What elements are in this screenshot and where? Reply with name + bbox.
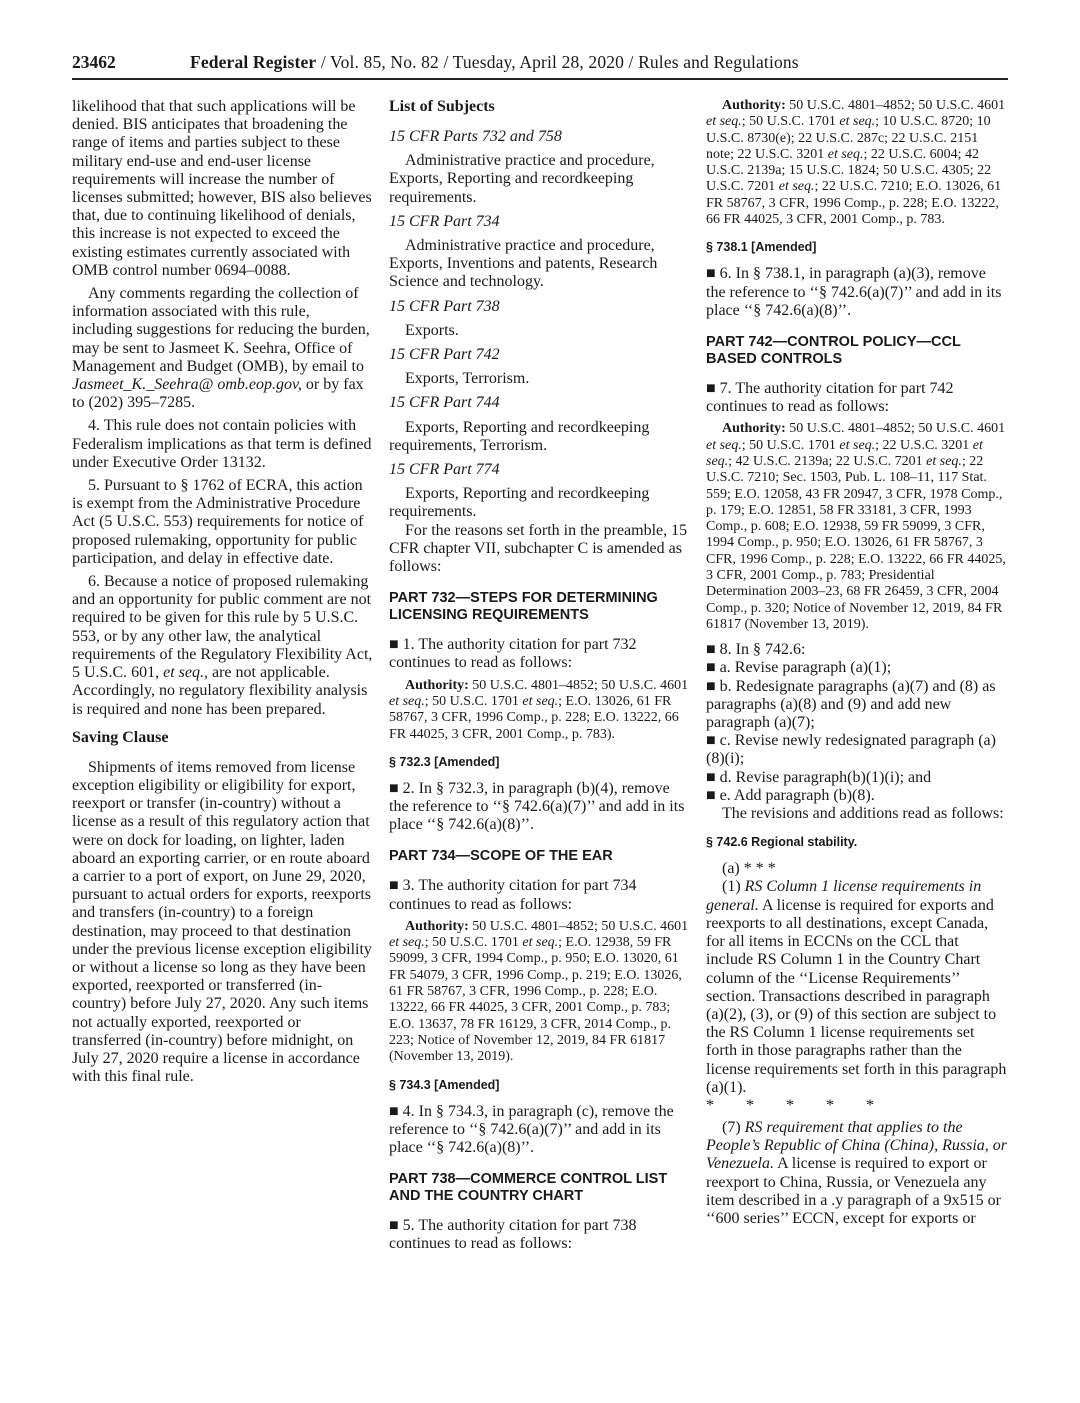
text-run: 15 CFR Part 738	[389, 297, 500, 315]
italic-text: RS requirement that applies to the People’s Republic of China (China), Russia, or Venezuela.	[706, 1118, 1008, 1173]
column-right	[706, 98, 1008, 1233]
text-run: § 738.1 [Amended]	[706, 240, 817, 255]
italic-text: RS Column 1 license requirements in general.	[706, 878, 982, 914]
paragraph	[389, 1217, 691, 1253]
text-run: PART 732—STEPS FOR DETERMINING LICENSING REQUIREMENTS	[389, 590, 658, 624]
text-run: ; 50 U.S.C. 1701	[424, 935, 523, 951]
text-run: ; 22 U.S.C. 7210; E.O. 13026, 61 FR 58767, 3 CFR, 1996 Comp., p. 228; E.O. 13222, 66 FR 44025, 3 CFR, 2001 Comp., p. 783.	[706, 179, 1002, 228]
text-run: (a) * * *	[722, 860, 776, 878]
text-run: Exports, Reporting and recordkeeping requirements.	[389, 485, 650, 521]
part-heading	[389, 590, 691, 624]
cfr-part-heading	[389, 461, 691, 479]
paragraph	[706, 678, 1008, 733]
part-heading	[706, 334, 1008, 368]
text-run: ■ e. Add paragraph (b)(8).	[706, 786, 875, 804]
paragraph	[706, 860, 1008, 878]
italic-text: et seq.	[839, 437, 876, 453]
text-run: ; 50 U.S.C. 1701	[741, 437, 840, 453]
cfr-part-heading	[389, 213, 691, 231]
text-run: Administrative practice and procedure, Exports, Inventions and patents, Research Science and technology.	[389, 237, 658, 291]
text-run: are not applicable. Accordingly, no regulatory flexibility analysis is required and none has been prepared.	[72, 664, 368, 718]
text-run: ■ 6. In § 738.1, in paragraph (a)(3), remove the reference to ‘‘§ 742.6(a)(7)’’ and add in its place ‘‘§ 742.6(a)(8)’’.	[706, 265, 1002, 319]
text-run: 50 U.S.C. 4801–4852; 50 U.S.C. 4601	[785, 421, 1006, 437]
italic-text: et seq.	[389, 693, 425, 709]
paragraph	[389, 636, 691, 672]
paragraph	[72, 759, 374, 1087]
text-run: ; 22 U.S.C. 6004; 42 U.S.C. 2139a; 15 U.S.C. 1824; 50 U.S.C. 4305; 22 U.S.C. 7201	[706, 146, 992, 195]
paragraph	[706, 769, 1008, 787]
bold-label: Authority:	[405, 677, 469, 693]
text-run: 50 U.S.C. 4801–4852; 50 U.S.C. 4601	[468, 677, 689, 693]
text-run: A license is required to export or reexport to China, Russia, or Venezuela any item described in a .y paragraph of a 9x515 or ‘‘600 series’’ ECCN, except for exports or	[706, 1155, 1002, 1227]
text-run: Exports.	[405, 321, 459, 339]
authority-citation	[706, 421, 1008, 633]
italic-text: et seq.	[839, 114, 876, 130]
paragraph	[389, 485, 691, 521]
text-run: A license is required for exports and reexports to all destinations, except Canada, for all items in ECCNs on the CCL that include RS Column 1 in the Country Chart column of the ‘‘License Requirements’’ section. Transactions described in paragraph (a)(2), (3), or (9) of this section are subject to the RS Column 1 license requirements set forth in those paragraphs rather than the license requirements set forth in this paragraph (a)(1).	[706, 896, 1007, 1096]
text-run: 4. This rule does not contain policies with Federalism implications as that term is defined under Executive Order 13132.	[72, 417, 372, 471]
text-run: ■ c. Revise newly redesignated paragraph (a)(8)(i);	[706, 732, 996, 768]
italic-text: et seq.	[522, 693, 559, 709]
text-run: Exports, Reporting and recordkeeping requirements, Terrorism.	[389, 418, 650, 454]
paragraph	[389, 522, 691, 577]
text-run: ; 22 U.S.C. 7210; Sec. 1503, Pub. L. 108–11, 117 Stat. 559; E.O. 12058, 43 FR 20947, 3 CFR, 1978 Comp., p. 179; E.O. 12851, 58 FR 33181, 3 CFR, 1993 Comp., p. 608; E.O. 12938, 59 FR 59099, 3 CFR, 1994 Comp., p. 950; E.O. 13026, 61 FR 58767, 3 CFR, 1996 Comp., p. 228; E.O. 13222, 66 FR 44025, 3 CFR, 2001 Comp., p. 783; Presidential Determination 2003–23, 68 FR 26459, 3 CFR, 2004 Comp., p. 320; Notice of November 12, 2019, 84 FR 61817 (November 13, 2019).	[706, 453, 1006, 632]
text-run: * * * * *	[706, 1096, 874, 1114]
paragraph	[389, 780, 691, 835]
italic-text: et seq.	[706, 114, 742, 130]
text-run: ■ 8. In § 742.6:	[706, 641, 806, 659]
italic-text: et seq.	[389, 935, 425, 951]
cfr-part-heading	[389, 298, 691, 316]
text-run: ■ d. Revise paragraph(b)(1)(i); and	[706, 768, 932, 786]
text-run: ; 22 U.S.C. 3201	[875, 437, 973, 453]
cfr-part-heading	[389, 346, 691, 364]
text-run: 15 CFR Part 734	[389, 212, 500, 230]
paragraph	[72, 573, 374, 719]
text-run: ■ 3. The authority citation for part 734 continues to read as follows:	[389, 877, 637, 913]
page-header	[72, 50, 1008, 80]
text-run: The revisions and additions read as follows:	[722, 805, 1004, 823]
text-run: 15 CFR Part 742	[389, 346, 500, 364]
column-left	[72, 98, 374, 1091]
issue-info: / Vol. 85, No. 82 / Tuesday, April 28, 2020 / Rules and Regulations	[316, 52, 799, 72]
section-heading	[706, 240, 1008, 255]
text-run: 15 CFR Part 774	[389, 461, 500, 479]
authority-citation	[706, 98, 1008, 228]
section-heading	[389, 755, 691, 770]
italic-text: et seq.	[926, 453, 962, 469]
bold-label: Authority:	[722, 421, 786, 437]
part-heading	[389, 1171, 691, 1205]
italic-text: et seq.	[522, 935, 559, 951]
text-run: ; 10 U.S.C. 8720; 10 U.S.C. 8730(e); 22 U.S.C. 287c; 22 U.S.C. 2151 note; 22 U.S.C. 3201	[706, 114, 991, 162]
paragraph	[389, 322, 691, 340]
cfr-part-heading	[389, 394, 691, 412]
text-run: ■ 5. The authority citation for part 738 continues to read as follows:	[389, 1217, 637, 1253]
paragraph	[389, 1103, 691, 1158]
bold-label: Authority:	[405, 918, 469, 934]
text-run: 6. Because a notice of proposed rulemaking and an opportunity for public comment are not required to be given for this rule by 5 U.S.C. 553, or by any other law, the analytical requirements of the Regulatory Flexibility Act, 5 U.S.C. 601,	[72, 573, 373, 682]
text-run: ■ 1. The authority citation for part 732 continues to read as follows:	[389, 636, 637, 672]
text-run: ■ 2. In § 732.3, in paragraph (b)(4), remove the reference to ‘‘§ 742.6(a)(7)’’ and add in its place ‘‘§ 742.6(a)(8)’’.	[389, 779, 685, 834]
text-run: ; 42 U.S.C. 2139a; 22 U.S.C. 7201	[728, 453, 927, 469]
authority-citation	[389, 919, 691, 1066]
italic-text: et seq.	[778, 179, 815, 195]
text-run: 50 U.S.C. 4801–4852; 50 U.S.C. 4601	[785, 98, 1006, 113]
text-run: List of Subjects	[389, 98, 495, 115]
paragraph	[72, 285, 374, 412]
paragraph	[706, 641, 1008, 659]
omission-stars	[706, 1097, 1008, 1115]
text-run: ; E.O. 13026, 61 FR 58767, 3 CFR, 1996 Comp., p. 228; E.O. 13222, 66 FR 44025, 3 CFR, 2001 Comp., p. 783).	[389, 693, 679, 742]
heading	[389, 98, 691, 116]
text-run: 50 U.S.C. 4801–4852; 50 U.S.C. 4601	[468, 918, 689, 934]
cfr-part-heading	[389, 128, 691, 146]
text-run: ■ 7. The authority citation for part 742 continues to read as follows:	[706, 379, 954, 416]
text-run: 15 CFR Part 744	[389, 394, 500, 412]
bold-label: Authority:	[722, 98, 786, 113]
paragraph	[389, 877, 691, 913]
paragraph	[706, 878, 1008, 1096]
paragraph	[72, 98, 374, 280]
paragraph	[706, 265, 1008, 320]
text-run: § 732.3 [Amended]	[389, 754, 500, 769]
authority-citation	[389, 678, 691, 743]
part-heading	[389, 848, 691, 865]
section-heading	[389, 1078, 691, 1093]
paragraph	[706, 787, 1008, 805]
italic-text: et seq.	[706, 437, 983, 469]
paragraph	[389, 237, 691, 292]
text-run: Any comments regarding the collection of information associated with this rule, including suggestions for reducing the burden, may be sent to Jasmeet K. Seehra, Office of Management and Budget (OMB), by email to	[72, 285, 370, 375]
text-run: § 734.3 [Amended]	[389, 1077, 500, 1092]
text-run: Exports, Terrorism.	[405, 370, 530, 388]
text-run: or by fax to (202) 395–7285.	[72, 376, 364, 412]
italic-text: et seq.,	[163, 664, 208, 682]
text-run: § 742.6 Regional stability.	[706, 835, 858, 850]
paragraph	[706, 380, 1008, 416]
text-run: (1)	[722, 878, 745, 896]
text-run: ■ a. Revise paragraph (a)(1);	[706, 659, 892, 677]
text-run: Saving Clause	[72, 728, 169, 746]
text-run: (7)	[722, 1118, 745, 1136]
text-run: ; 50 U.S.C. 1701	[741, 114, 840, 130]
text-run: For the reasons set forth in the preamble, 15 CFR chapter VII, subchapter C is amended as follows:	[389, 521, 688, 576]
paragraph	[389, 152, 691, 207]
text-run: ; 50 U.S.C. 1701	[424, 693, 523, 709]
text-run: ■ 4. In § 734.3, in paragraph (c), remove the reference to ‘‘§ 742.6(a)(7)’’ and add in its place ‘‘§ 742.6(a)(8)’’.	[389, 1102, 674, 1156]
text-run: ; E.O. 12938, 59 FR 59099, 3 CFR, 1994 Comp., p. 950; E.O. 13020, 61 FR 54079, 3 CFR, 1996 Comp., p. 219; E.O. 13026, 61 FR 58767, 3 CFR, 1996 Comp., p. 228; E.O. 13222, 66 FR 44025, 3 CFR, 2001 Comp., p. 783; E.O. 13637, 78 FR 16129, 3 CFR, 2014 Comp., p. 223; Notice of November 12, 2019, 84 FR 61817 (November 13, 2019).	[389, 935, 682, 1065]
text-run: PART 738—COMMERCE CONTROL LIST AND THE COUNTRY CHART	[389, 1171, 668, 1205]
paragraph	[72, 477, 374, 568]
text-run: PART 734—SCOPE OF THE EAR	[389, 848, 613, 865]
text-run: 15 CFR Parts 732 and 758	[389, 128, 562, 145]
paragraph	[706, 1119, 1008, 1228]
publication-name: Federal Register	[190, 52, 317, 72]
paragraph	[72, 417, 374, 472]
page-number: 23462	[72, 52, 116, 72]
italic-text: et seq.	[706, 437, 742, 453]
paragraph	[706, 732, 1008, 768]
text-run: Administrative practice and procedure, Exports, Reporting and recordkeeping requirements.	[389, 152, 655, 206]
column-middle	[389, 98, 691, 1259]
text-run: 5. Pursuant to § 1762 of ECRA, this action is exempt from the Administrative Procedure Act (5 U.S.C. 553) requirements for notice of proposed rulemaking, opportunity for public participation, and delay in effective date.	[72, 477, 364, 567]
paragraph	[389, 419, 691, 455]
paragraph	[706, 805, 1008, 823]
heading	[72, 729, 374, 747]
italic-text: Jasmeet_K._Seehra@ omb.eop.gov,	[72, 376, 302, 394]
paragraph	[706, 659, 1008, 677]
text-run: Shipments of items removed from license exception eligibility or eligibility for export, reexport or transfer (in-country) without a license as a result of this regulatory action that were on dock for loading, on lighter, laden aboard an exporting carrier, or en route aboard a carrier to a port of export, on June 29, 2020, pursuant to actual orders for exports, reexports and transfers (in-country) to a foreign destination, may proceed to that destination under the previous license exception eligibility or without a license so long as they have been exported, reexported or transferred (in-country) before July 27, 2020. Any such items not actually exported, reexported or transferred (in-country) before midnight, on July 27, 2020 require a license in accordance with this final rule.	[72, 758, 372, 1086]
header-title	[190, 52, 799, 73]
italic-text: et seq.	[827, 146, 864, 162]
section-heading	[706, 835, 1008, 850]
paragraph	[389, 370, 691, 388]
text-run: likelihood that that such applications will be denied. BIS anticipates that broadening the range of items and parties subject to these military end-use and end-user license requirements will increase the number of licenses submitted; however, BIS also believes that, due to continuing likelihood of denials, this increase is not expected to exceed the existing estimates currently associated with OMB control number 0694–0088.	[72, 98, 372, 279]
text-run: PART 742—CONTROL POLICY—CCL BASED CONTROLS	[706, 333, 961, 367]
text-run: ■ b. Redesignate paragraphs (a)(7) and (8) as paragraphs (a)(8) and (9) and add new paragraph (a)(7);	[706, 677, 996, 732]
